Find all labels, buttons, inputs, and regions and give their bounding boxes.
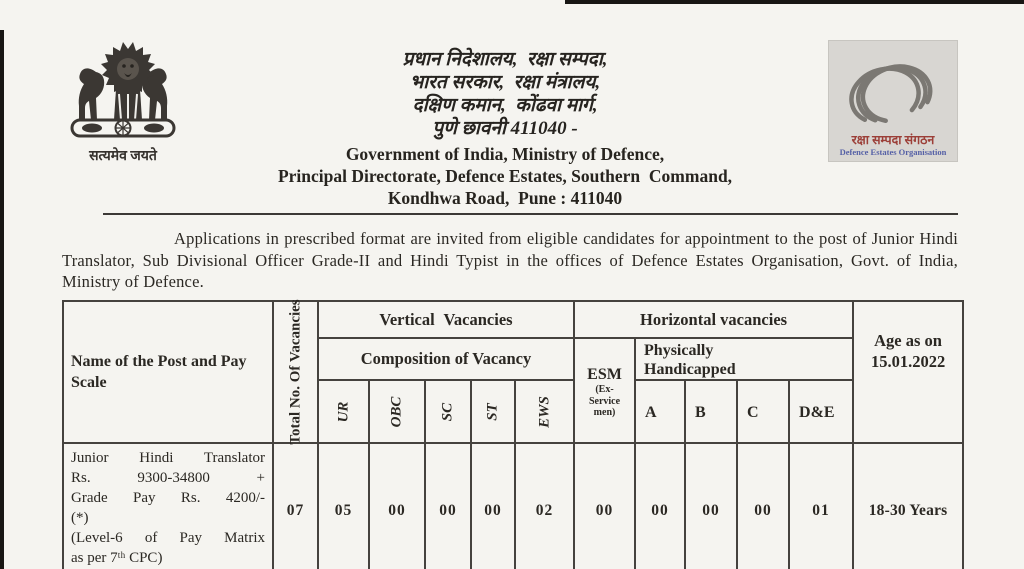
header-post: Name of the Post and Pay Scale — [63, 301, 273, 443]
cell-ph-c: 00 — [737, 443, 789, 569]
header-obc — [369, 380, 425, 443]
cell-ph-b: 00 — [685, 443, 737, 569]
header-esm-sub: (Ex- — [595, 384, 614, 396]
header-total-vacancies — [273, 301, 318, 443]
post-line: Rs. 9300-34800 + — [71, 470, 265, 486]
table-header-row-1 — [63, 301, 963, 338]
cell-ph-de: 01 — [789, 443, 853, 569]
english-letterhead — [160, 143, 850, 209]
header-horizontal-vacancies: Horizontal vacancies — [574, 301, 853, 338]
header-total-vacancies-label: Total No. Of Vacancies — [287, 299, 303, 445]
header-ur-label: UR — [335, 401, 351, 422]
header-age-line: Age as on — [874, 331, 942, 350]
cell-ph-a: 00 — [635, 443, 685, 569]
header-st — [471, 380, 515, 443]
header-ews-label: EWS — [536, 395, 552, 428]
deo-logo-arcs-icon — [828, 40, 958, 132]
header-physically-handicapped — [635, 338, 853, 380]
header-obc-label: OBC — [388, 396, 405, 427]
header-esm-label: ESM — [587, 366, 622, 384]
header-esm — [574, 338, 635, 443]
post-line: (*) — [71, 510, 89, 526]
deo-logo-english-text: Defence Estates Organisation — [839, 147, 947, 157]
post-line: as per 7ᵗʰ CPC) — [71, 550, 163, 566]
cell-total: 07 — [273, 443, 318, 569]
header-ur — [318, 380, 369, 443]
scan-artifact-top — [565, 0, 1024, 4]
deo-logo-hindi-text: रक्षा सम्पदा संगठन — [851, 133, 935, 147]
header-ph-line: Physically — [644, 342, 714, 359]
cell-age: 18-30 Years — [853, 443, 963, 569]
header-esm-sub: Service — [588, 395, 621, 407]
cell-ews: 02 — [515, 443, 574, 569]
header-age-line: 15.01.2022 — [870, 352, 946, 371]
header-sc-label: SC — [439, 402, 456, 421]
cell-ur: 05 — [318, 443, 369, 569]
deo-logo — [828, 40, 958, 162]
english-header-line: Principal Directorate, Defence Estates, Southern Command, — [277, 166, 733, 186]
header-vertical-vacancies: Vertical Vacancies — [318, 301, 574, 338]
header-divider — [103, 213, 958, 215]
post-line: (Level-6 of Pay Matrix — [71, 530, 265, 546]
hindi-address-line: प्रधान निदेशालय, रक्षा सम्पदा, — [402, 49, 608, 70]
english-header-line: Kondhwa Road, Pune : 411040 — [387, 188, 623, 208]
english-header-line: Government of India, Ministry of Defence, — [345, 144, 665, 164]
cell-st: 00 — [471, 443, 515, 569]
header-ph-b: B — [685, 380, 737, 443]
header-ph-a: A — [635, 380, 685, 443]
cell-sc: 00 — [425, 443, 471, 569]
header-ph-line: Handicapped — [644, 361, 736, 378]
header-composition: Composition of Vacancy — [318, 338, 574, 380]
post-line: Grade Pay Rs. 4200/- — [71, 490, 265, 506]
header-age — [853, 301, 963, 443]
header-ph-c: C — [737, 380, 789, 443]
header-ph-de: D&E — [789, 380, 853, 443]
header-st-label: ST — [484, 402, 501, 421]
post-line: Junior Hindi Translator — [71, 450, 265, 466]
vacancy-table — [62, 300, 964, 569]
header-sc — [425, 380, 471, 443]
hindi-address-line: पुणे छावनी 411040 - — [432, 118, 578, 139]
letterhead — [160, 48, 850, 209]
cell-esm: 00 — [574, 443, 635, 569]
hindi-address-line: दक्षिण कमान, कोंढवा मार्ग, — [412, 95, 598, 116]
hindi-address-line: भारत सरकार, रक्षा मंत्रालय, — [409, 72, 601, 93]
cell-post-description — [63, 443, 273, 569]
cell-obc: 00 — [369, 443, 425, 569]
emblem-motto: सत्यमेव जयते — [89, 149, 157, 164]
header-esm-sub: men) — [593, 407, 616, 419]
intro-paragraph: Applications in prescribed format are invited from eligible candidates for appointment to the post of Junior Hindi Translator, Sub Divisional Officer Grade-II and Hindi Typist in the offices of Defence Estates Organisation, Govt. of India, Ministry of Defence. — [62, 229, 958, 291]
header-ews — [515, 380, 574, 443]
table-row — [63, 443, 963, 569]
scan-artifact-left — [0, 30, 4, 569]
